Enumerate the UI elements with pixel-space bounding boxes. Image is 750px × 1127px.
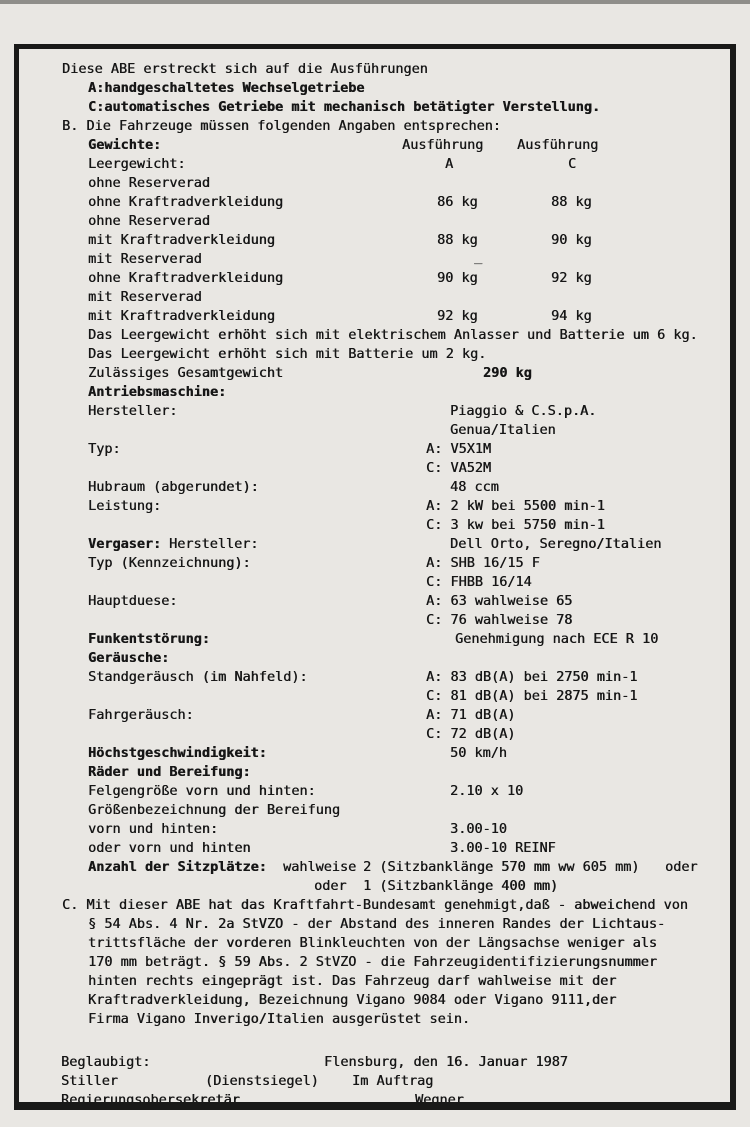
text-segment: Hubraum (abgerundet): <box>88 479 259 495</box>
text-segment: A:handgeschaltetes Wechselgetriebe <box>88 80 365 96</box>
text-segment: 1 (Sitzbanklänge 400 mm) <box>363 878 559 894</box>
text-segment: C: 81 dB(A) bei 2875 min-1 <box>426 688 638 704</box>
text-segment: hinten rechts eingeprägt ist. Das Fahrzeug darf wahlweise mit der <box>88 973 617 989</box>
text-segment: 3.00-10 <box>450 821 507 837</box>
text-segment: Das Leergewicht erhöht sich mit elektrischem Anlasser und Batterie um 6 kg. <box>88 327 698 343</box>
text-segment: Funkentstörung: <box>88 631 210 647</box>
text-segment: Hersteller: <box>88 403 178 419</box>
text-segment: Im Auftrag <box>352 1073 434 1089</box>
text-segment: 90 kg <box>551 232 592 248</box>
text-segment: vorn und hinten: <box>88 821 219 837</box>
text-segment: 50 km/h <box>450 745 507 761</box>
text-segment: C <box>568 156 577 172</box>
text-segment: C. Mit dieser ABE hat das Kraftfahrt-Bundesamt genehmigt,daß - abweichend von <box>62 897 688 913</box>
text-segment: Beglaubigt: <box>61 1054 151 1070</box>
text-segment: A: 63 wahlweise 65 <box>426 593 573 609</box>
text-segment: Dell Orto, Seregno/Italien <box>450 536 662 552</box>
text-segment: 88 kg <box>551 194 592 210</box>
text-segment: Diese ABE erstreckt sich auf die Ausführungen <box>62 61 428 77</box>
text-segment: C: 76 wahlweise 78 <box>426 612 573 628</box>
text-segment: 92 kg <box>551 270 592 286</box>
text-segment: ohne Reserverad <box>88 175 210 191</box>
text-segment: ohne Kraftradverkleidung <box>88 270 284 286</box>
text-segment: ohne Reserverad <box>88 213 210 229</box>
text-segment: 48 ccm <box>450 479 499 495</box>
text-segment: Leistung: <box>88 498 162 514</box>
text-segment: oder vorn und hinten <box>88 840 251 856</box>
text-segment: A <box>445 156 454 172</box>
text-segment: 88 kg <box>437 232 478 248</box>
text-segment: mit Kraftradverkleidung <box>88 308 275 324</box>
text-segment: A: 2 kW bei 5500 min-1 <box>426 498 605 514</box>
text-segment: Das Leergewicht erhöht sich mit Batterie um 2 kg. <box>88 346 487 362</box>
text-segment: Typ: <box>88 441 121 457</box>
text-segment: C:automatisches Getriebe mit mechanisch betätigter Verstellung. <box>88 99 601 115</box>
text-segment: 290 kg <box>483 365 532 381</box>
text-segment: (Dienstsiegel) <box>205 1073 319 1089</box>
text-segment: Zulässiges Gesamtgewicht <box>88 365 284 381</box>
text-segment: Größenbezeichnung der Bereifung <box>88 802 340 818</box>
text-segment: mit Reserverad <box>88 251 202 267</box>
text-segment: oder <box>665 859 698 875</box>
text-segment: 2 (Sitzbanklänge 570 mm ww 605 mm) <box>363 859 640 875</box>
text-segment: 90 kg <box>437 270 478 286</box>
text-segment: Felgengröße vorn und hinten: <box>88 783 316 799</box>
text-segment: wahlweise <box>283 859 357 875</box>
text-segment: Flensburg, den 16. Januar 1987 <box>324 1054 568 1070</box>
text-segment: mit Reserverad <box>88 289 202 305</box>
document-border-frame <box>14 44 736 1110</box>
text-segment: Antriebsmaschine: <box>88 384 227 400</box>
text-segment: Standgeräusch (im Nahfeld): <box>88 669 308 685</box>
text-segment: Gewichte: <box>88 137 162 153</box>
text-segment: 92 kg <box>437 308 478 324</box>
text-segment: 94 kg <box>551 308 592 324</box>
text-segment: ohne Kraftradverkleidung <box>88 194 284 210</box>
text-segment: Ausführung <box>402 137 484 153</box>
text-segment: Fahrgeräusch: <box>88 707 194 723</box>
text-segment: Regierungsobersekretär <box>61 1092 240 1108</box>
text-segment: 86 kg <box>437 194 478 210</box>
text-segment: Höchstgeschwindigkeit: <box>88 745 267 761</box>
text-segment: Hauptduese: <box>88 593 178 609</box>
text-segment: A: 71 dB(A) <box>426 707 516 723</box>
text-segment: Piaggio & C.S.p.A. <box>450 403 597 419</box>
text-segment: B. Die Fahrzeuge müssen folgenden Angaben entsprechen: <box>62 118 501 134</box>
text-segment: Wegner <box>415 1092 464 1108</box>
text-segment: Stiller <box>61 1073 118 1089</box>
text-segment: C: VA52M <box>426 460 492 476</box>
text-segment: A: V5X1M <box>426 441 492 457</box>
text-segment: Geräusche: <box>88 650 170 666</box>
text-segment: 170 mm beträgt. § 59 Abs. 2 StVZO - die Fahrzeugidentifizierungsnummer <box>88 954 657 970</box>
text-segment: C: FHBB 16/14 <box>426 574 532 590</box>
text-segment: A: SHB 16/15 F <box>426 555 540 571</box>
text-segment: 2.10 x 10 <box>450 783 524 799</box>
text-segment: Firma Vigano Inverigo/Italien ausgerüstet sein. <box>88 1011 471 1027</box>
text-segment: Ausführung <box>517 137 599 153</box>
text-segment: A: 83 dB(A) bei 2750 min-1 <box>426 669 638 685</box>
text-segment: C: 72 dB(A) <box>426 726 516 742</box>
text-segment: 3.00-10 REINF <box>450 840 556 856</box>
text-segment: Anzahl der Sitzplätze: <box>88 859 267 875</box>
text-segment: Leergewicht: <box>88 156 186 172</box>
text-segment: Räder und Bereifung: <box>88 764 251 780</box>
text-segment: trittsfläche der vorderen Blinkleuchten von der Längsachse weniger als <box>88 935 657 951</box>
text-segment: Hersteller: <box>169 536 259 552</box>
text-segment: _ <box>474 249 483 265</box>
text-segment: C: 3 kw bei 5750 min-1 <box>426 517 605 533</box>
text-segment: Genehmigung nach ECE R 10 <box>455 631 659 647</box>
text-segment: Genua/Italien <box>450 422 556 438</box>
text-segment: oder <box>314 878 347 894</box>
text-segment: Typ (Kennzeichnung): <box>88 555 251 571</box>
text-segment: § 54 Abs. 4 Nr. 2a StVZO - der Abstand des inneren Randes der Lichtaus- <box>88 916 666 932</box>
text-segment: Kraftradverkleidung, Bezeichnung Vigano 9084 oder Vigano 9111,der <box>88 992 617 1008</box>
text-segment: Vergaser: <box>88 536 162 552</box>
text-segment: mit Kraftradverkleidung <box>88 232 275 248</box>
